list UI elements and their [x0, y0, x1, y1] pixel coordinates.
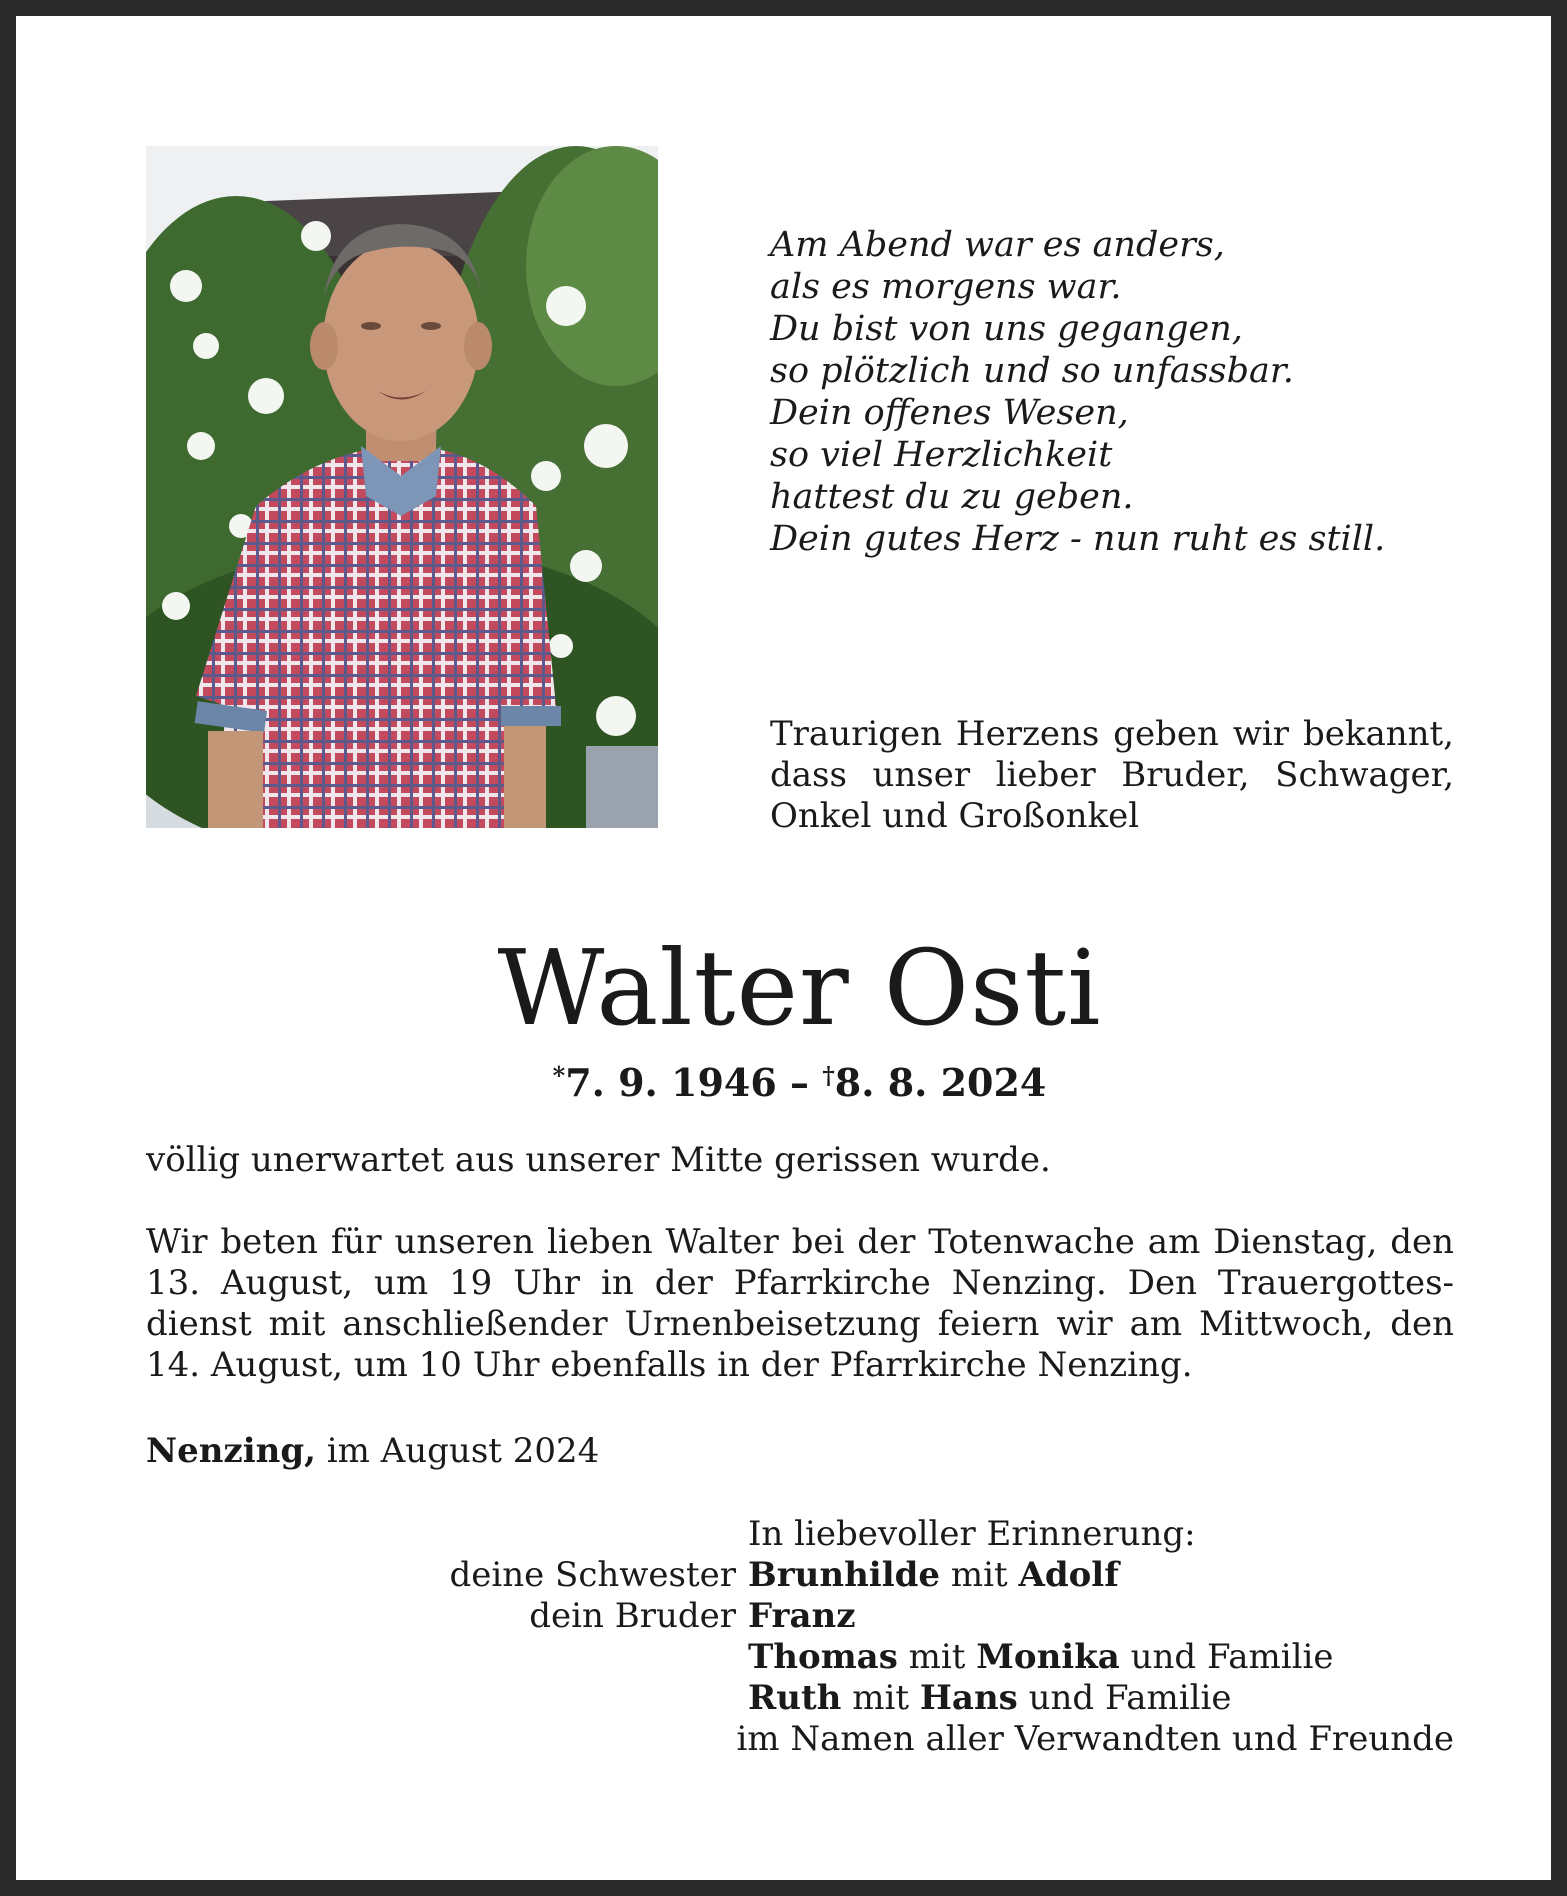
poem-line: als es morgens war.	[770, 267, 1122, 307]
signoff-heading: In liebevoller Erinnerung:	[748, 1514, 1196, 1554]
signoff-row	[146, 1555, 1454, 1596]
suffix: und Familie	[1017, 1678, 1232, 1718]
birth-date: 7. 9. 1946	[565, 1060, 777, 1105]
conjunction: mit	[841, 1678, 920, 1718]
signoff-row	[146, 1596, 1454, 1637]
announcement-line: dass unser lieber Bruder, Schwager,	[770, 755, 1454, 795]
relation: dein Bruder	[529, 1596, 736, 1636]
mourner-name: Hans	[919, 1678, 1018, 1718]
unexpected-text: völlig unerwartet aus unserer Mitte gerissen wurde.	[146, 1140, 1051, 1180]
conjunction: mit	[897, 1637, 977, 1677]
signoff-closing-row	[146, 1719, 1454, 1760]
birth-mark: *	[552, 1061, 566, 1090]
poem-line: so viel Herzlichkeit	[770, 435, 1113, 475]
suffix: und Familie	[1119, 1637, 1334, 1677]
life-dates	[16, 1052, 1567, 1107]
poem-line: Du bist von uns gegangen,	[770, 309, 1243, 349]
place: Nenzing,	[146, 1431, 316, 1471]
poem-line: hattest du zu geben.	[770, 477, 1134, 517]
signoff-row	[146, 1637, 1454, 1678]
poem-line: so plötzlich und so unfassbar.	[770, 351, 1294, 391]
announcement-line: Traurigen Herzens geben wir bekannt,	[770, 714, 1454, 754]
mourner-name: Adolf	[1018, 1555, 1119, 1595]
poem	[770, 224, 1490, 560]
mourner-name: Monika	[976, 1637, 1120, 1677]
portrait-image	[146, 146, 658, 828]
poem-line: Dein offenes Wesen,	[770, 393, 1129, 433]
conjunction: mit	[940, 1555, 1019, 1595]
signoff-heading-row	[146, 1514, 1454, 1555]
date-separator: –	[776, 1060, 823, 1105]
deceased-name: Walter Osti	[497, 927, 1102, 1049]
relation: deine Schwester	[449, 1555, 736, 1595]
poem-line: Dein gutes Herz - nun ruht es still.	[770, 519, 1386, 559]
death-date: 8. 8. 2024	[834, 1060, 1047, 1105]
announcement-line: Onkel und Großonkel	[770, 796, 1140, 836]
mourner-name: Franz	[748, 1596, 856, 1636]
mourner-name: Brunhilde	[748, 1555, 941, 1595]
place-date	[146, 1431, 1454, 1472]
mourner-name: Thomas	[748, 1637, 898, 1677]
poem-line: Am Abend war es anders,	[770, 225, 1225, 265]
announcement	[770, 714, 1454, 837]
signoff-row	[146, 1678, 1454, 1719]
signoff-closing: im Namen aller Verwandten und Freunde	[736, 1719, 1454, 1759]
date: im August 2024	[315, 1431, 600, 1471]
portrait-photo	[146, 146, 658, 828]
death-mark: †	[822, 1061, 835, 1090]
signoff	[146, 1514, 1454, 1760]
vigil-text: Wir beten für unseren lieben Walter bei der Totenwache am Dienstag, den 13. August, um 19 Uhr in der Pfarrkirche Nenzing. Den Trauergottes-dienst mit anschließender Urnenbeisetzung feiern wir am Mittwoch, den 14. August, um 10 Uhr ebenfalls in der Pfarrkirche Nenzing.	[146, 1222, 1454, 1385]
mourner-name: Ruth	[748, 1678, 842, 1718]
